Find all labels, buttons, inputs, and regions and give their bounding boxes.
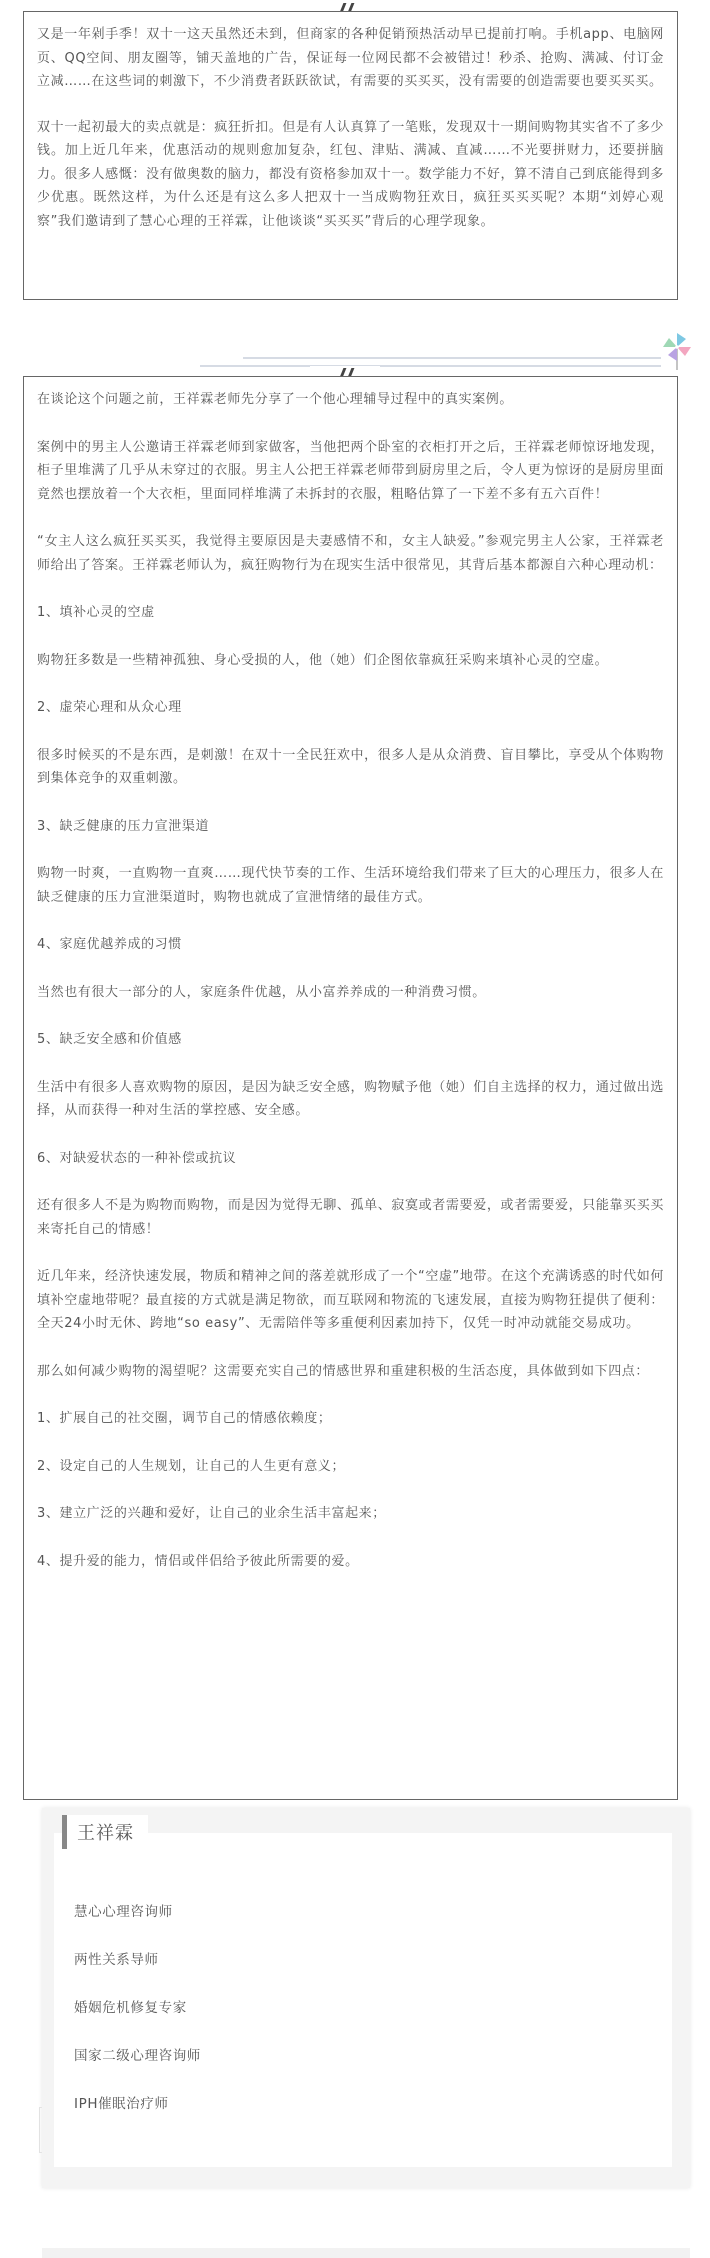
motive-heading: 2、虚荣心理和从众心理 <box>37 700 182 715</box>
profile-role: 国家二级心理咨询师 <box>74 2048 201 2064</box>
intro-paragraph: 双十一起初最大的卖点就是：疯狂折扣。但是有人认真算了一笔账，发现双十一期间购物其实省不了多少钱。加上近几年来，优惠活动的规则愈加复杂，红包、津贴、满减、直减……不光要拼财力，还要拼脑力。很多人感慨：没有做奥数的脑力，都没有资格参加双十一。数学能力不好，算不清自己到底能得到多少优惠。既然这样，为什么还是有这么多人把双十一当成购物狂欢日，疯狂买买买呢？本期“刘婷心观察”我们邀请到了慧心心理的王祥霖，让他谈谈“买买买”背后的心理学现象。 <box>37 119 664 229</box>
tip-item: 1、扩展自己的社交圈，调节自己的情感依赖度； <box>37 1411 332 1426</box>
article-paragraph: “女主人这么疯狂买买买，我觉得主要原因是夫妻感情不和，女主人缺爱。”参观完男主人公家，王祥霖老师给出了答案。王祥霖老师认为，疯狂购物行为在现实生活中很常见，其背后基本都源自六种心理动机： <box>37 534 664 573</box>
article-paragraph: 购物一时爽，一直购物一直爽……现代快节奏的工作、生活环境给我们带来了巨大的心理压力，很多人在缺乏健康的压力宣泄渠道时，购物也就成了宣泄情绪的最佳方式。 <box>37 866 664 905</box>
article-paragraph: 在谈论这个问题之前，王祥霖老师先分享了一个他心理辅导过程中的真实案例。 <box>37 392 514 407</box>
separator-line <box>243 357 661 359</box>
motive-heading: 5、缺乏安全感和价值感 <box>37 1032 182 1047</box>
article-box <box>23 376 678 1800</box>
article-paragraph: 生活中有很多人喜欢购物的原因，是因为缺乏安全感，购物赋予他（她）们自主选择的权力，通过做出选择，从而获得一种对生活的掌控感、安全感。 <box>37 1079 664 1118</box>
profile-role: 婚姻危机修复专家 <box>74 2000 187 2016</box>
motive-heading: 6、对缺爱状态的一种补偿或抗议 <box>37 1150 237 1166</box>
article-paragraph: 还有很多人不是为购物而购物，而是因为觉得无聊、孤单、寂寞或者需要爱，或者需要爱，只能靠买买买来寄托自己的情感！ <box>37 1198 664 1237</box>
separator-line <box>200 365 661 367</box>
author-profile-card <box>42 1808 690 2188</box>
tip-item: 3、建立广泛的兴趣和爱好，让自己的业余生活丰富起来； <box>37 1506 386 1521</box>
profile-role: 慧心心理咨询师 <box>74 1904 173 1920</box>
profile-role: 两性关系导师 <box>74 1952 159 1968</box>
article-paragraph: 当然也有很大一部分的人，家庭条件优越，从小富养养成的一种消费习惯。 <box>37 984 486 1000</box>
article-paragraph: 案例中的男主人公邀请王祥霖老师到家做客，当他把两个卧室的衣柜打开之后，王祥霖老师惊讶地发现，柜子里堆满了几乎从未穿过的衣服。男主人公把王祥霖老师带到厨房里之后，令人更为惊讶的是厨房里面竟然也摆放着一个大衣柜，里面同样堆满了未拆封的衣服，粗略估算了一下差不多有五六百件！ <box>37 439 664 502</box>
intro-box <box>23 11 678 300</box>
article-paragraph: 很多时候买的不是东西，是刺激！在双十一全民狂欢中，很多人是从众消费、盲目攀比，享受从个体购物到集体竞争的双重刺激。 <box>37 747 664 786</box>
article-paragraph: 近几年来，经济快速发展，物质和精神之间的落差就形成了一个“空虚”地带。在这个充满诱惑的时代如何填补空虚地带呢？最直接的方式就是满足物欲，而互联网和物流的飞速发展，直接为购物狂提供了便利：全天24小时无休、跨地“so easy”、无需陪伴等多重便利因素加持下，仅凭一时冲动就能交易成功。 <box>37 1269 664 1331</box>
tip-item: 2、设定自己的人生规划，让自己的人生更有意义； <box>37 1458 346 1474</box>
profile-name: 王祥霖 <box>77 1823 134 1844</box>
profile-role: IPH催眠治疗师 <box>74 2096 169 2112</box>
tip-item: 4、提升爱的能力，情侣或伴侣给予彼此所需要的爱。 <box>37 1553 359 1569</box>
pinwheel-icon <box>660 330 694 370</box>
article-paragraph: 购物狂多数是一些精神孤独、身心受损的人，他（她）们企图依靠疯狂采购来填补心灵的空虚。 <box>37 652 609 668</box>
footer-strip <box>42 2248 690 2258</box>
article-paragraph: 那么如何减少购物的渴望呢？这需要充实自己的情感世界和重建积极的生活态度，具体做到如下四点： <box>37 1363 650 1379</box>
motive-heading: 3、缺乏健康的压力宣泄渠道 <box>37 818 210 834</box>
motive-heading: 1、填补心灵的空虚 <box>37 605 155 620</box>
intro-paragraph: 又是一年剁手季！双十一这天虽然还未到，但商家的各种促销预热活动早已提前打响。手机app、电脑网页、QQ空间、朋友圈等，铺天盖地的广告，保证每一位网民都不会被错过！秒杀、抢购、满减、付订金立减……在这些词的刺激下，不少消费者跃跃欲试，有需要的买买买，没有需要的创造需要也要买买买。 <box>37 27 664 89</box>
profile-inner-panel <box>54 1833 672 2167</box>
profile-name-tag <box>62 1815 148 1849</box>
motive-heading: 4、家庭优越养成的习惯 <box>37 937 182 952</box>
